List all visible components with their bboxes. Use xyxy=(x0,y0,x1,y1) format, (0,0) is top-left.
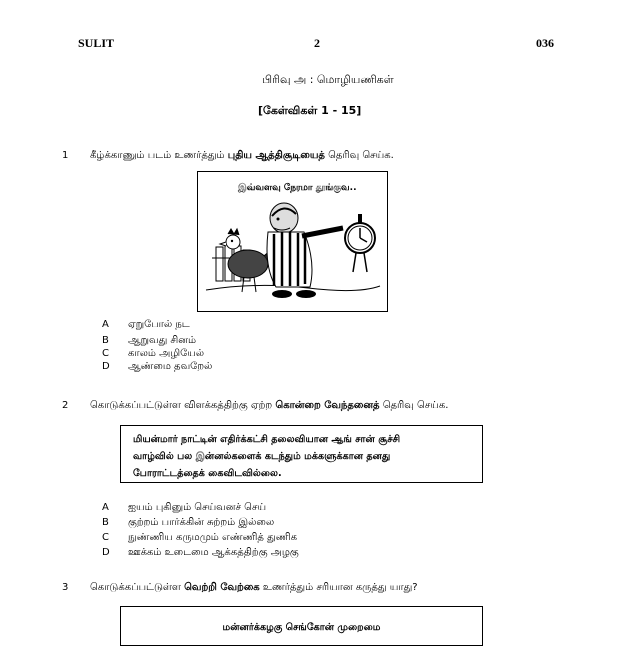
option-text: நுண்ணிய கருமமும் எண்ணித் துணிக xyxy=(128,532,298,543)
passage-line: வாழ்வில் பல இன்னல்களைக் கடந்தும் மக்களுக்கான தனது xyxy=(133,451,391,462)
option-text: ஆறுவது சினம் xyxy=(128,335,197,346)
option-letter: D xyxy=(102,547,110,558)
cartoon-image xyxy=(197,171,388,312)
cartoon-caption: இவ்வளவு நேரமா தூங்குவ.. xyxy=(238,183,357,193)
option-letter: D xyxy=(102,361,110,372)
question-1-text xyxy=(90,150,394,162)
option-text: ஐயம் புகினும் செய்வனச் செய் xyxy=(128,502,267,513)
clock xyxy=(345,214,375,272)
passage-line: போராட்டத்தைக் கைவிடவில்லை. xyxy=(133,468,282,479)
question-1-prefix: கீழ்க்காணும் படம் உணர்த்தும் xyxy=(90,150,228,161)
header-right: 036 xyxy=(536,36,554,50)
header-left: SULIT xyxy=(78,36,115,50)
question-1-suffix: தெரிவு செய்க. xyxy=(324,150,394,161)
option-text: ஆண்மை தவறேல் xyxy=(128,361,213,372)
question-3-bold: வெற்றி வேற்கை xyxy=(184,582,260,593)
option-text: குற்றம் பார்க்கின் சுற்றம் இல்லை xyxy=(128,517,275,528)
question-2-number: 2 xyxy=(62,400,69,411)
cartoon-illustration xyxy=(198,172,387,311)
section-subtitle: [கேள்விகள் 1 - 15] xyxy=(258,104,362,117)
option-letter: C xyxy=(102,348,109,359)
question-3-suffix: உணர்த்தும் சரியான கருத்து யாது? xyxy=(259,582,418,593)
question-3-box-text: மன்னர்க்கழகு செங்கோன் முறைமை xyxy=(222,622,381,633)
option-text: ஊக்கம் உடைமை ஆக்கத்திற்கு அழகு xyxy=(128,547,299,558)
question-2-bold: கொன்றை வேந்தனைத் xyxy=(275,400,380,411)
question-3-text xyxy=(90,582,418,594)
option-text: காலம் அழியேல் xyxy=(128,348,205,359)
option-letter: C xyxy=(102,532,109,543)
question-1-bold: புதிய ஆத்திசூடியைத் xyxy=(227,150,325,161)
page-number: 2 xyxy=(314,36,320,50)
option-letter: B xyxy=(102,335,109,346)
question-2-prefix: கொடுக்கப்பட்டுள்ள விளக்கத்திற்கு ஏற்ற xyxy=(90,400,276,411)
question-3-box xyxy=(120,606,483,646)
question-3-number: 3 xyxy=(62,582,69,593)
question-1-number: 1 xyxy=(62,150,69,161)
option-letter: A xyxy=(102,319,109,330)
question-2-passage-box xyxy=(120,425,483,483)
question-3-prefix: கொடுக்கப்பட்டுள்ள xyxy=(90,582,185,593)
man-figure xyxy=(267,203,343,298)
question-2-text xyxy=(90,400,448,412)
option-text: ஏறுபோல் நட xyxy=(128,319,190,330)
option-letter: A xyxy=(102,502,109,513)
passage-line: மியன்மார் நாட்டின் எதிர்க்கட்சி தலைவியான ஆங் சான் சூச்சி xyxy=(133,434,401,445)
question-2-suffix: தெரிவு செய்க. xyxy=(379,400,449,411)
section-title: பிரிவு அ : மொழியணிகள் xyxy=(262,73,394,86)
option-letter: B xyxy=(102,517,109,528)
